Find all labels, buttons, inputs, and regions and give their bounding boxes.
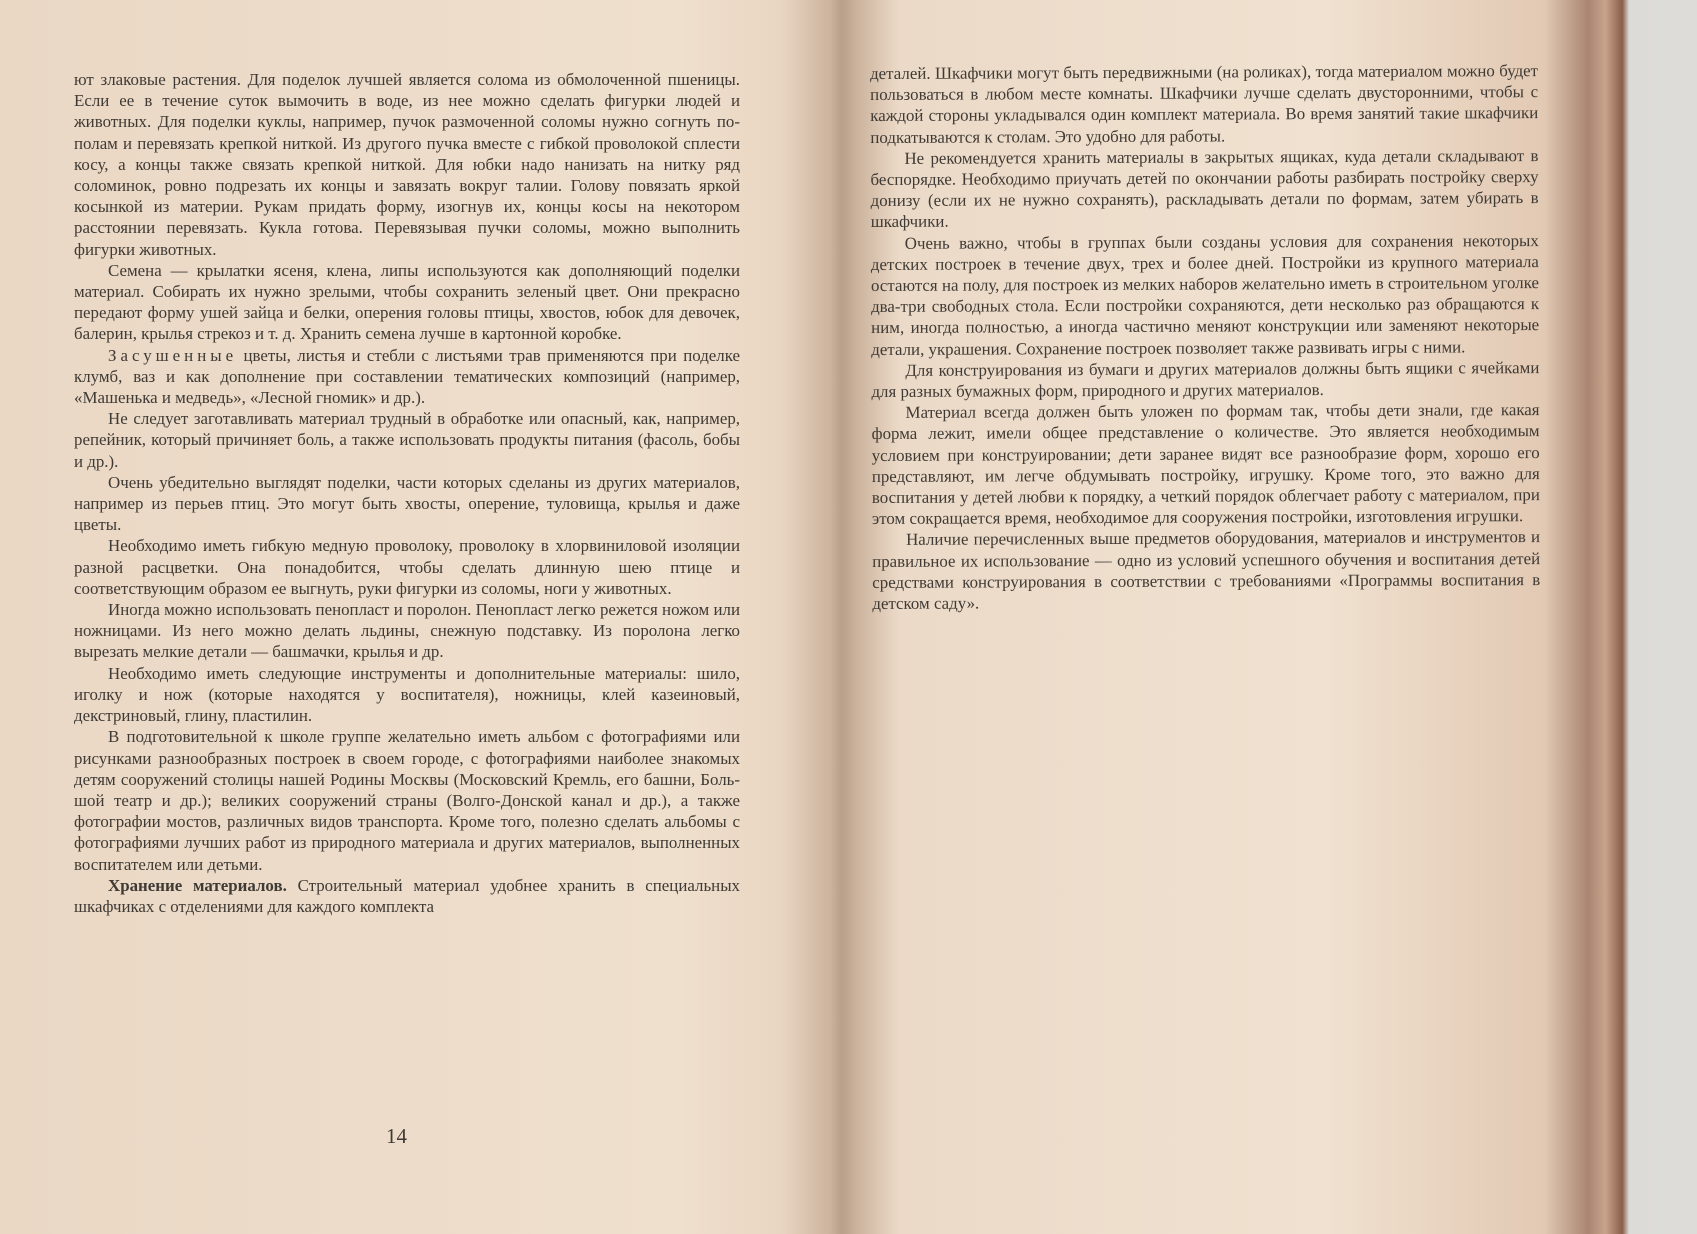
paragraph: Очень важно, чтобы в группах были созданы условия для сохранения некоторых детских построек в течение двух, трех и более дней. Постройки из крупного материала остаются на полу, для построек из мелких наборов желательно иметь в строительном уголке два-три свободных стола. Если постройки сохраняются, дети несколько раз обращаются к ним, иногда полностью, а иногда частично меняют конструкции или заменяют некоторые детали, украшения. Сохранение построек позволяет также развивать игры с ними. [870, 230, 1540, 359]
paragraph: Необходимо иметь гибкую медную проволоку, проволоку в хлорвиниловой изоляции разной расцветки. Она понадобится, чтобы сделать длинную шею птице и соответствующим образом ее выгнуть, руки фигурки из соломы, ноги у животных. [74, 536, 740, 598]
paragraph [74, 345, 740, 409]
paragraph-body: цветы, листья и стебли с листьями трав применяются при поделке клумб, ваз и как дополнение при составлении тематических композиций (например, «Машенька и медведь», «Лесной гномик» и др.). [74, 345, 740, 408]
paragraph: деталей. Шкафчики могут быть передвижными (на роликах), тогда материалом можно будет пользоваться в любом месте комнаты. Шкафчики лучше сделать двусторонними, чтобы с каждой стороны укладывался один комплект материала. Во время занятий такие шкафчики подкатываются к столам. Это удобно для работы. [870, 61, 1539, 147]
section-heading: Хранение материалов. [108, 875, 287, 895]
paragraph: Материал всегда должен быть уложен по формам так, чтобы дети знали, где какая форма лежит, имели общее представление о количестве. Это является необходимым условием при конструировании; дети заранее видят все разнообразие форм, хорошо его представляют, им легче обдумывать постройку, игрушку. Кроме того, это важно для воспитания у детей любви к порядку, а четкий порядок облегчает работу с материалом, при этом сокращается время, необходимое для сооружения постройки, изготовления игрушки. [871, 400, 1540, 529]
paragraph: Не рекомендуется хранить материалы в закрытых ящиках, куда детали складывают в беспорядке. Необходимо приучать детей по окончании работы разбирать постройку сверху донизу (если их не нужно сохранять), раскладывать детали по формам, затем убирать в шкафчики. [870, 145, 1539, 232]
paragraph [74, 875, 740, 917]
paragraph: Иногда можно использовать пенопласт и поролон. Пенопласт легко режется ножом или ножницами. Из него можно делать льдины, снежную подставку. Из поролона легко вырезать мелкие детали — башмачки, крылья и др. [74, 600, 740, 662]
page-number: 14 [386, 1124, 407, 1148]
paragraph-body: Строительный материал удобнее хранить в специальных шкафчиках с отделениями для каждого комплекта [74, 875, 740, 916]
paragraph: В подготовительной к школе группе желательно иметь альбом с фотографиями или рисунками разнообразных построек в своем городе, с фотографиями наиболее знакомых детям сооружений столицы нашей Родины Москвы (Московский Кремль, его башни, Большой театр и др.); великих сооружений страны (Волго-Донской канал и др.), а также фотографии мостов, различных видов транспорта. Кроме того, полезно сделать альбомы с фотографиями лучших работ из природного материала и других материалов, выполненных воспитателем или детьми. [74, 727, 740, 874]
right-page [870, 60, 1540, 614]
spaced-emphasis: Засушенные [108, 345, 238, 365]
paragraph: Наличие перечисленных выше предметов оборудования, материалов и инструментов и правильное их использование — одно из условий успешного обучения и воспитания детей средствами конструирования в соответствии с требованиями «Программы воспитания в детском саду». [872, 527, 1541, 614]
paragraph: Не следует заготавливать материал трудный в обработке или опасный, как, например, репейник, который причиняет боль, а также использовать продукты питания (фасоль, бобы и др.). [74, 409, 740, 471]
paragraph: Необходимо иметь следующие инструменты и дополнительные материалы: шило, иголку и нож (которые находятся у воспитателя), ножницы, клей казеиновый, декстриновый, глину, пластилин. [74, 663, 740, 726]
paragraph: Для конструирования из бумаги и других материалов должны быть ящики с ячейками для разных бумажных форм, природного и других материалов. [871, 357, 1540, 402]
left-page [74, 69, 740, 917]
paragraph: Очень убедительно выглядят поделки, части которых сделаны из других материалов, например из перьев птиц. Это могут быть хвосты, оперение, туловища, крылья и даже цветы. [74, 472, 740, 535]
paragraph: ют злаковые растения. Для поделок лучшей является солома из обмолоченной пшеницы. Если ее в течение суток вымочить в воде, из нее можно сделать фигурки людей и животных. Для поделки куклы, например, пучок размоченной соломы нужно согнуть пополам и перевязать крепкой ниткой. Из другого пучка вместе с гибкой проволокой сплести косу, а концы также связать крепкой ниткой. Для юбки надо нанизать на нитку ряд соломинок, ровно подрезать их концы и завязать вокруг талии. Голову повязать яркой косынкой из материи. Рукам придать форму, изогнув их, концы косы на некотором расстоянии перевязать. Кукла готова. Перевязывая пучки соломы, можно выполнить фигурки животных. [74, 70, 740, 259]
paragraph: Семена — крылатки ясеня, клена, липы используются как дополняющий поделки материал. Собирать их нужно зрелыми, чтобы сохранить зеленый цвет. Они прекрасно передают форму ушей зайца и белки, оперения головы птицы, хвостов, юбок для девочек, балерин, крылья стрекоз и т. д. Хранить семена лучше в картонной коробке. [74, 260, 740, 344]
